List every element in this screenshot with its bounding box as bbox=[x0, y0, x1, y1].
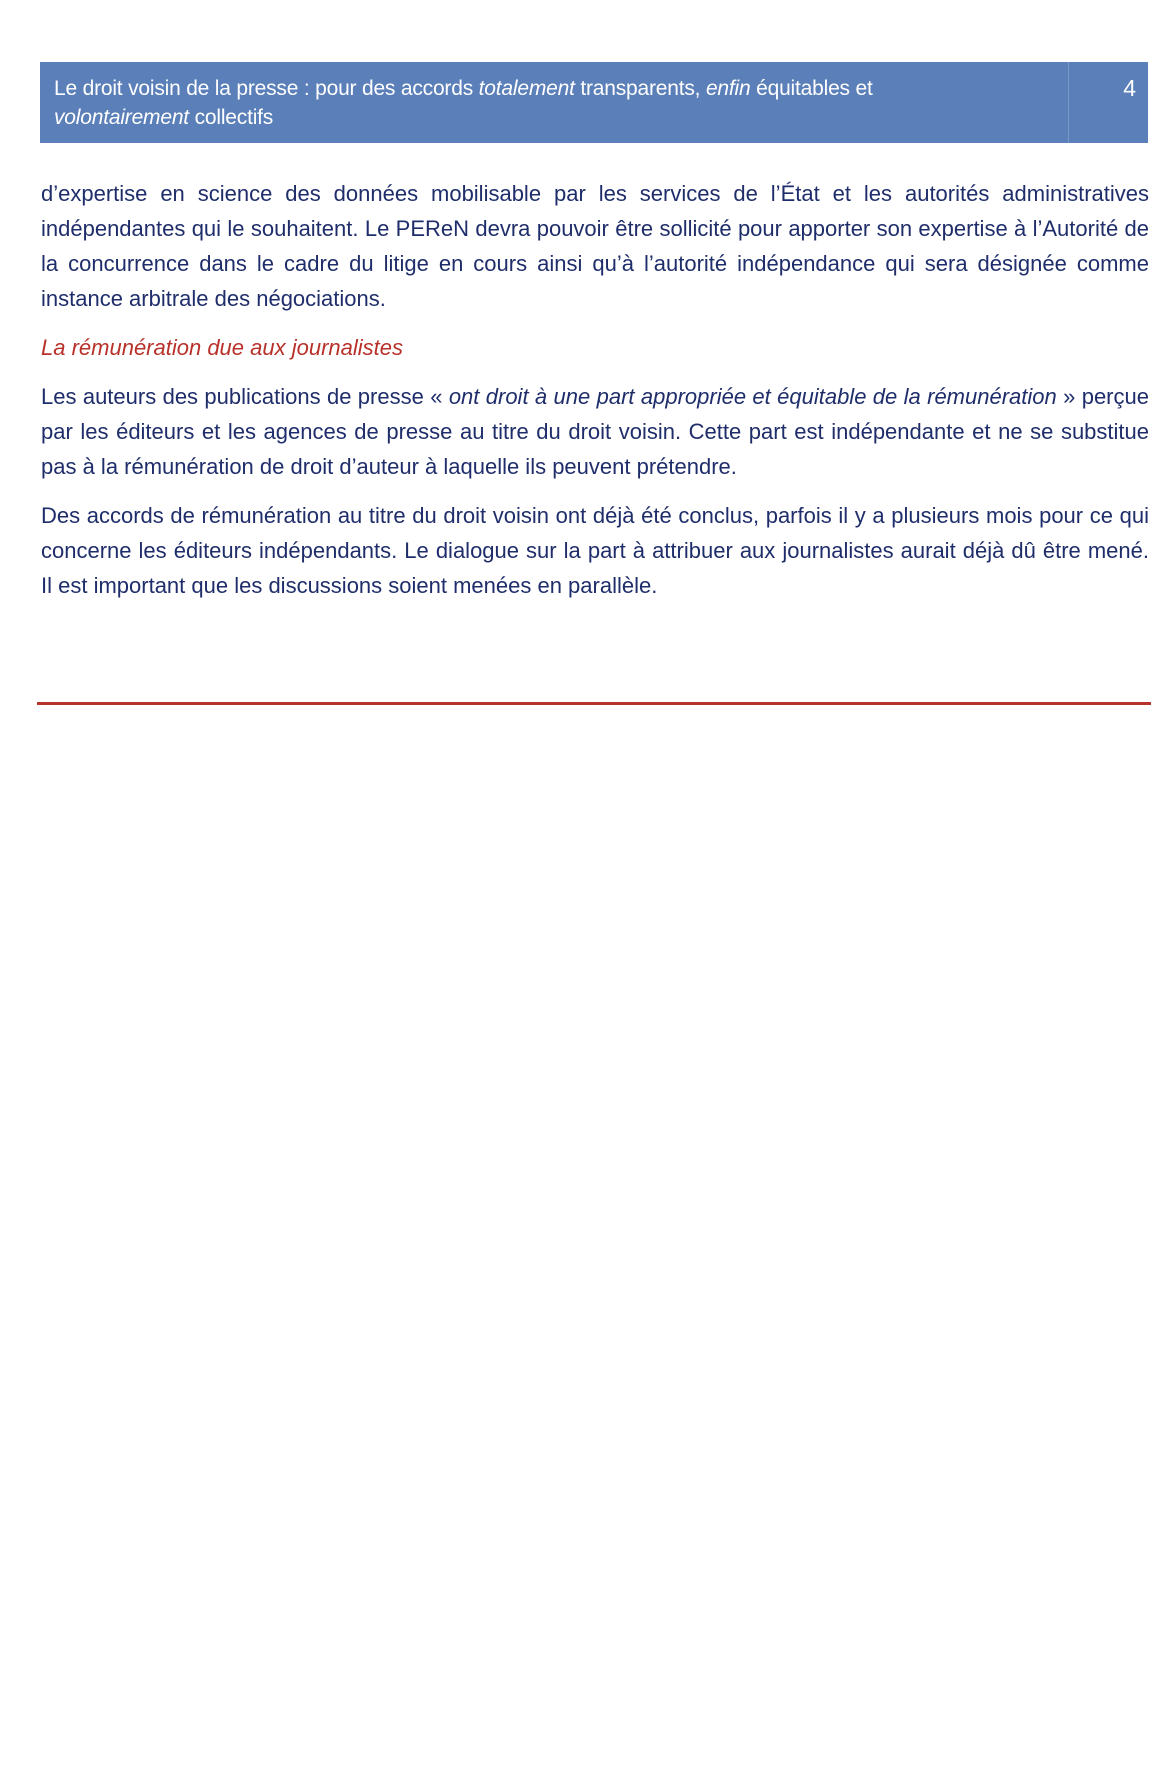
document-title bbox=[54, 74, 1054, 132]
section-heading: La rémunération due aux journalistes bbox=[41, 335, 404, 360]
section-divider bbox=[37, 702, 1151, 705]
paragraph: d’expertise en science des données mobilisable par les services de l’État et les autorités administratives indépendantes qui le souhaitent. Le PEReN devra pouvoir être sollicité pour apporter son expertise à l’Autorité de la concurrence dans le cadre du litige en cours ainsi qu’à l’autorité indépendance qui sera désignée comme instance arbitrale des négociations. bbox=[41, 181, 1149, 311]
paragraph-text: Les auteurs des publications de presse « bbox=[41, 384, 449, 409]
document-body bbox=[41, 176, 1149, 617]
title-emphasis: totalement bbox=[478, 77, 575, 100]
title-part: collectifs bbox=[188, 106, 274, 129]
paragraph bbox=[41, 379, 1149, 484]
title-part: Le droit voisin de la presse : pour des accords bbox=[54, 77, 479, 100]
title-emphasis: enfin bbox=[705, 77, 751, 100]
header-divider bbox=[1068, 62, 1069, 143]
paragraph: Des accords de rémunération au titre du droit voisin ont déjà été conclus, parfois il y a plusieurs mois pour ce qui concerne les éditeurs indépendants. Le dialogue sur la part à attribuer aux journalistes aurait déjà dû être mené. Il est important que les discussions soient menées en parallèle. bbox=[41, 503, 1149, 598]
quotation: ont droit à une part appropriée et équitable de la rémunération bbox=[448, 384, 1057, 409]
title-part: transparents, bbox=[574, 77, 706, 100]
paragraph-text: » perçue par les éditeurs et les agences de presse au titre du droit voisin. Cette part est indépendante et ne se substitue pas à la rémunération de droit d’auteur à laquelle ils peuvent prétendre. bbox=[41, 384, 1149, 479]
page-number: 4 bbox=[1123, 75, 1136, 101]
title-part: équitables et bbox=[750, 77, 873, 100]
title-emphasis: volontairement bbox=[54, 106, 189, 129]
page-header bbox=[40, 62, 1148, 143]
